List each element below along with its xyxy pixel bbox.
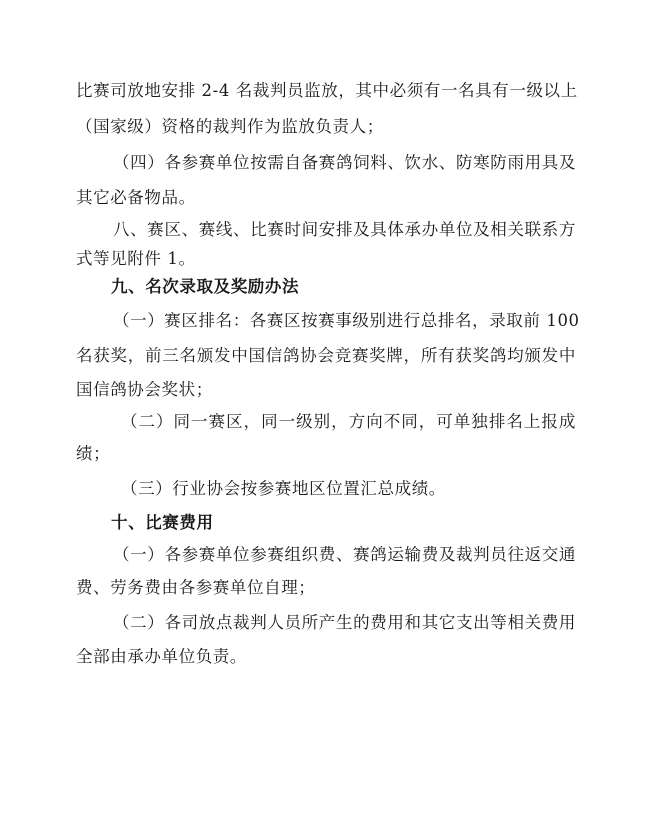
paragraph-line: 式等见附件 1。: [76, 249, 196, 268]
paragraph-line: 名获奖，前三名颁发中国信鸽协会竞赛奖牌，所有获奖鸽均颁发中: [76, 346, 576, 365]
paragraph-line: （二）各司放点裁判人员所产生的费用和其它支出等相关费用: [113, 613, 576, 632]
section-heading-ten: 十、比赛费用: [111, 513, 214, 532]
paragraph-line: （三）行业协会按参赛地区位置汇总成绩。: [121, 479, 446, 498]
paragraph-line: 绩；: [76, 444, 111, 463]
paragraph-line: （四）各参赛单位按需自备赛鸽饲料、饮水、防寒防雨用具及: [113, 153, 576, 172]
paragraph-line: 八、赛区、赛线、比赛时间安排及具体承办单位及相关联系方: [113, 220, 576, 239]
section-heading-nine: 九、名次录取及奖励办法: [111, 277, 300, 296]
paragraph-line: 其它必备物品。: [76, 188, 196, 207]
paragraph-line: 国信鸽协会奖状；: [76, 380, 213, 399]
paragraph-line: 全部由承办单位负责。: [76, 647, 247, 666]
paragraph-line: （一）赛区排名：各赛区按赛事级别进行总排名，录取前 100: [113, 311, 580, 330]
paragraph-line: 比赛司放地安排 2-4 名裁判员监放，其中必须有一名具有一级以上: [76, 81, 578, 100]
paragraph-line: （二）同一赛区，同一级别，方向不同，可单独排名上报成: [121, 412, 576, 431]
paragraph-line: 费、劳务费由各参赛单位自理；: [76, 578, 316, 597]
paragraph-line: （一）各参赛单位参赛组织费、赛鸽运输费及裁判员往返交通: [113, 545, 576, 564]
paragraph-line: （国家级）资格的裁判作为监放负责人；: [76, 117, 384, 136]
